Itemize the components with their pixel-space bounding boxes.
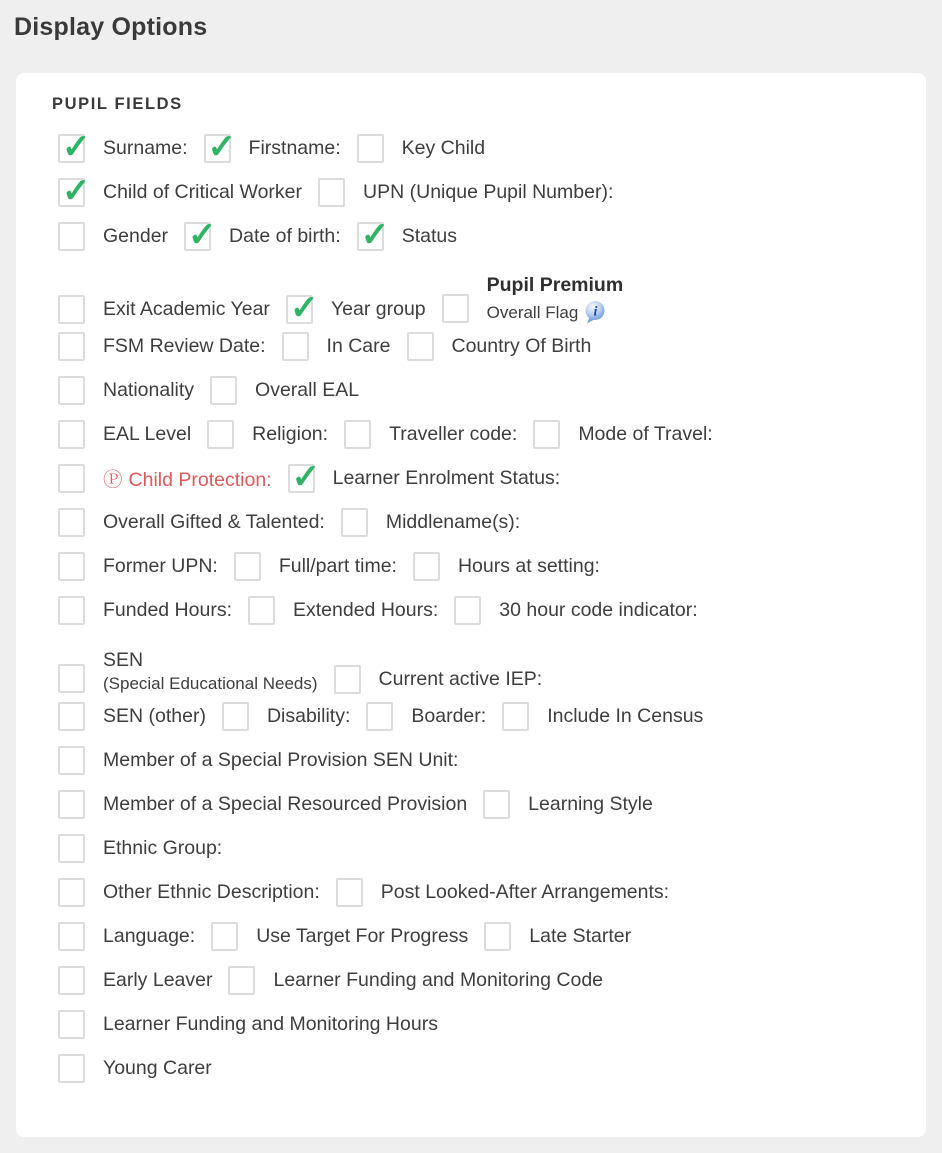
hours-at-setting-checkbox[interactable] xyxy=(413,552,440,581)
include-in-census-checkbox[interactable] xyxy=(502,702,529,731)
field-label: Learner Funding and Monitoring Code xyxy=(273,968,604,991)
field-member-special-provision-sen-unit xyxy=(58,746,458,775)
field-surname xyxy=(58,134,188,163)
nationality-checkbox[interactable] xyxy=(58,376,85,405)
field-row xyxy=(52,412,900,456)
field-pupil-premium-overall-flag xyxy=(442,274,624,324)
year-group-checkbox[interactable] xyxy=(286,295,313,324)
field-row xyxy=(52,632,900,694)
field-label: SEN xyxy=(103,649,144,671)
current-active-iep-checkbox[interactable] xyxy=(334,665,361,694)
field-label: Current active IEP: xyxy=(378,668,543,690)
field-row xyxy=(52,738,900,782)
early-leaver-checkbox[interactable] xyxy=(58,966,85,995)
field-gender xyxy=(58,222,168,251)
field-former-upn xyxy=(58,552,218,581)
child-of-critical-worker-checkbox[interactable] xyxy=(58,178,85,207)
field-late-starter xyxy=(484,922,631,951)
field-label: Learner Funding and Monitoring Hours xyxy=(103,1012,438,1035)
sen-checkbox[interactable] xyxy=(58,664,85,693)
field-row xyxy=(52,782,900,826)
field-label: Status xyxy=(401,224,457,247)
field-label: Date of birth: xyxy=(229,224,341,247)
field-30-hour-code-indicator xyxy=(454,596,697,625)
learner-funding-monitoring-code-checkbox[interactable] xyxy=(228,966,255,995)
field-label: Learning Style xyxy=(528,792,653,815)
field-country-of-birth xyxy=(407,332,592,361)
svg-text:i: i xyxy=(593,304,598,320)
in-care-checkbox[interactable] xyxy=(282,332,309,361)
young-carer-checkbox[interactable] xyxy=(58,1054,85,1083)
field-row xyxy=(52,214,900,258)
field-row xyxy=(52,588,900,632)
field-label: Surname: xyxy=(103,136,188,159)
use-target-for-progress-checkbox[interactable] xyxy=(211,922,238,951)
field-label: Learner Enrolment Status: xyxy=(332,466,561,489)
field-member-special-resourced-provision xyxy=(58,790,467,819)
field-mode-of-travel xyxy=(533,420,712,449)
page-title: Display Options xyxy=(14,13,208,41)
field-learner-enrolment-status xyxy=(288,464,561,493)
field-label: Exit Academic Year xyxy=(103,298,270,320)
field-row xyxy=(52,958,900,1002)
field-learner-funding-monitoring-hours xyxy=(58,1010,438,1039)
overall-gifted-talented-checkbox[interactable] xyxy=(58,508,85,537)
field-label: Overall EAL xyxy=(255,378,360,401)
upn-checkbox[interactable] xyxy=(318,178,345,207)
field-row xyxy=(52,914,900,958)
status-checkbox[interactable] xyxy=(357,222,384,251)
extended-hours-checkbox[interactable] xyxy=(248,596,275,625)
late-starter-checkbox[interactable] xyxy=(484,922,511,951)
child-protection-checkbox[interactable] xyxy=(58,464,85,493)
field-eal-level xyxy=(58,420,191,449)
field-label: Member of a Special Resourced Provision xyxy=(103,792,468,815)
field-label: Full/part time: xyxy=(278,554,397,577)
field-full-part-time xyxy=(234,552,397,581)
eal-level-checkbox[interactable] xyxy=(58,420,85,449)
field-label: Funded Hours: xyxy=(103,598,232,621)
field-ethnic-group xyxy=(58,834,222,863)
field-label: Nationality xyxy=(103,378,195,401)
field-row xyxy=(52,324,900,368)
field-label: Post Looked-After Arrangements: xyxy=(380,880,670,903)
field-in-care xyxy=(282,332,391,361)
key-child-checkbox[interactable] xyxy=(357,134,384,163)
field-extended-hours xyxy=(248,596,438,625)
field-overall-gifted-talented xyxy=(58,508,325,537)
field-row xyxy=(52,500,900,544)
field-disability xyxy=(222,702,350,731)
field-fsm-review-date xyxy=(58,332,266,361)
field-year-group xyxy=(286,295,426,324)
field-include-in-census xyxy=(502,702,703,731)
middlename-checkbox[interactable] xyxy=(341,508,368,537)
field-religion xyxy=(207,420,328,449)
panel-heading: PUPIL FIELDS xyxy=(52,95,183,113)
mode-of-travel-checkbox[interactable] xyxy=(533,420,560,449)
field-row xyxy=(52,544,900,588)
field-traveller-code xyxy=(344,420,517,449)
field-label: Gender xyxy=(103,224,169,247)
field-label: Year group xyxy=(330,298,426,320)
field-current-active-iep xyxy=(334,665,543,694)
field-label: Key Child xyxy=(401,136,486,159)
field-label: UPN (Unique Pupil Number): xyxy=(363,180,614,203)
field-key-child xyxy=(357,134,485,163)
field-label: Boarder: xyxy=(411,704,487,727)
member-special-provision-sen-unit-checkbox[interactable] xyxy=(58,746,85,775)
field-child-protection xyxy=(58,464,272,493)
field-label: Hours at setting: xyxy=(457,554,600,577)
field-status xyxy=(357,222,457,251)
field-row xyxy=(52,126,900,170)
ethnic-group-checkbox[interactable] xyxy=(58,834,85,863)
field-label: Overall Flag xyxy=(486,303,579,322)
field-label: Use Target For Progress xyxy=(256,924,469,947)
field-middlename xyxy=(341,508,520,537)
pupil-premium-label-stack xyxy=(487,274,624,324)
field-sublabel: (Special Educational Needs) xyxy=(103,674,318,693)
field-post-looked-after-arrangements xyxy=(336,878,669,907)
member-special-resourced-provision-checkbox[interactable] xyxy=(58,790,85,819)
field-boarder xyxy=(366,702,486,731)
field-row xyxy=(52,1046,900,1090)
field-learning-style xyxy=(483,790,653,819)
learning-style-checkbox[interactable] xyxy=(483,790,510,819)
field-row xyxy=(52,258,900,324)
field-label: Language: xyxy=(103,924,196,947)
field-hours-at-setting xyxy=(413,552,600,581)
field-label: SEN (other) xyxy=(103,704,206,727)
pupil-premium-heading: Pupil Premium xyxy=(486,274,624,296)
country-of-birth-checkbox[interactable] xyxy=(407,332,434,361)
field-label: Ⓟ Child Protection: xyxy=(103,469,272,491)
full-part-time-checkbox[interactable] xyxy=(234,552,261,581)
field-firstname xyxy=(204,134,341,163)
field-label: Extended Hours: xyxy=(293,598,439,621)
field-label: Early Leaver xyxy=(103,968,213,991)
field-label: 30 hour code indicator: xyxy=(499,598,698,621)
date-of-birth-checkbox[interactable] xyxy=(184,222,211,251)
traveller-code-checkbox[interactable] xyxy=(344,420,371,449)
field-label: EAL Level xyxy=(103,422,192,445)
field-row xyxy=(52,826,900,870)
firstname-checkbox[interactable] xyxy=(204,134,231,163)
field-language xyxy=(58,922,195,951)
field-label: Traveller code: xyxy=(389,422,518,445)
disability-checkbox[interactable] xyxy=(222,702,249,731)
overall-eal-checkbox[interactable] xyxy=(210,376,237,405)
funded-hours-checkbox[interactable] xyxy=(58,596,85,625)
field-label: Mode of Travel: xyxy=(578,422,713,445)
field-date-of-birth xyxy=(184,222,341,251)
language-checkbox[interactable] xyxy=(58,922,85,951)
field-row xyxy=(52,170,900,214)
other-ethnic-description-checkbox[interactable] xyxy=(58,878,85,907)
field-label: In Care xyxy=(326,334,391,357)
30-hour-code-indicator-checkbox[interactable] xyxy=(454,596,481,625)
learner-funding-monitoring-hours-checkbox[interactable] xyxy=(58,1010,85,1039)
field-row xyxy=(52,870,900,914)
pupil-fields-panel xyxy=(16,73,926,1137)
field-label: FSM Review Date: xyxy=(103,334,266,357)
field-overall-eal xyxy=(210,376,359,405)
field-row xyxy=(52,1002,900,1046)
field-label: Ethnic Group: xyxy=(103,836,223,859)
post-looked-after-arrangements-checkbox[interactable] xyxy=(336,878,363,907)
field-label: Country Of Birth xyxy=(451,334,592,357)
field-label: Firstname: xyxy=(248,136,341,159)
field-label: Young Carer xyxy=(103,1056,212,1079)
field-other-ethnic-description xyxy=(58,878,320,907)
field-sen-other xyxy=(58,702,206,731)
field-label: Member of a Special Provision SEN Unit: xyxy=(103,748,459,771)
boarder-checkbox[interactable] xyxy=(366,702,393,731)
surname-checkbox[interactable] xyxy=(58,134,85,163)
field-label: Former UPN: xyxy=(103,554,218,577)
field-exit-academic-year xyxy=(58,295,270,324)
field-label: Overall Gifted & Talented: xyxy=(103,510,325,533)
field-early-leaver xyxy=(58,966,212,995)
fsm-review-date-checkbox[interactable] xyxy=(58,332,85,361)
field-funded-hours xyxy=(58,596,232,625)
sen-other-checkbox[interactable] xyxy=(58,702,85,731)
field-row xyxy=(52,368,900,412)
field-learner-funding-monitoring-code xyxy=(228,966,603,995)
field-row xyxy=(52,694,900,738)
sen-label-stack xyxy=(103,649,318,694)
gender-checkbox[interactable] xyxy=(58,222,85,251)
religion-checkbox[interactable] xyxy=(207,420,234,449)
field-label: Religion: xyxy=(252,422,329,445)
info-icon[interactable] xyxy=(584,300,606,324)
pupil-premium-overall-flag-checkbox[interactable] xyxy=(442,294,469,323)
field-label: Other Ethnic Description: xyxy=(103,880,320,903)
field-young-carer xyxy=(58,1054,212,1083)
field-label: Late Starter xyxy=(529,924,632,947)
field-nationality xyxy=(58,376,194,405)
field-sen xyxy=(58,649,318,694)
learner-enrolment-status-checkbox[interactable] xyxy=(288,464,315,493)
field-label: Child of Critical Worker xyxy=(103,180,303,203)
field-row xyxy=(52,456,900,500)
field-child-of-critical-worker xyxy=(58,178,302,207)
field-label: Middlename(s): xyxy=(385,510,521,533)
field-label: Disability: xyxy=(266,704,351,727)
field-use-target-for-progress xyxy=(211,922,468,951)
circled-p-icon: Ⓟ xyxy=(103,469,123,491)
former-upn-checkbox[interactable] xyxy=(58,552,85,581)
exit-academic-year-checkbox[interactable] xyxy=(58,295,85,324)
field-upn xyxy=(318,178,613,207)
field-label: Include In Census xyxy=(547,704,704,727)
